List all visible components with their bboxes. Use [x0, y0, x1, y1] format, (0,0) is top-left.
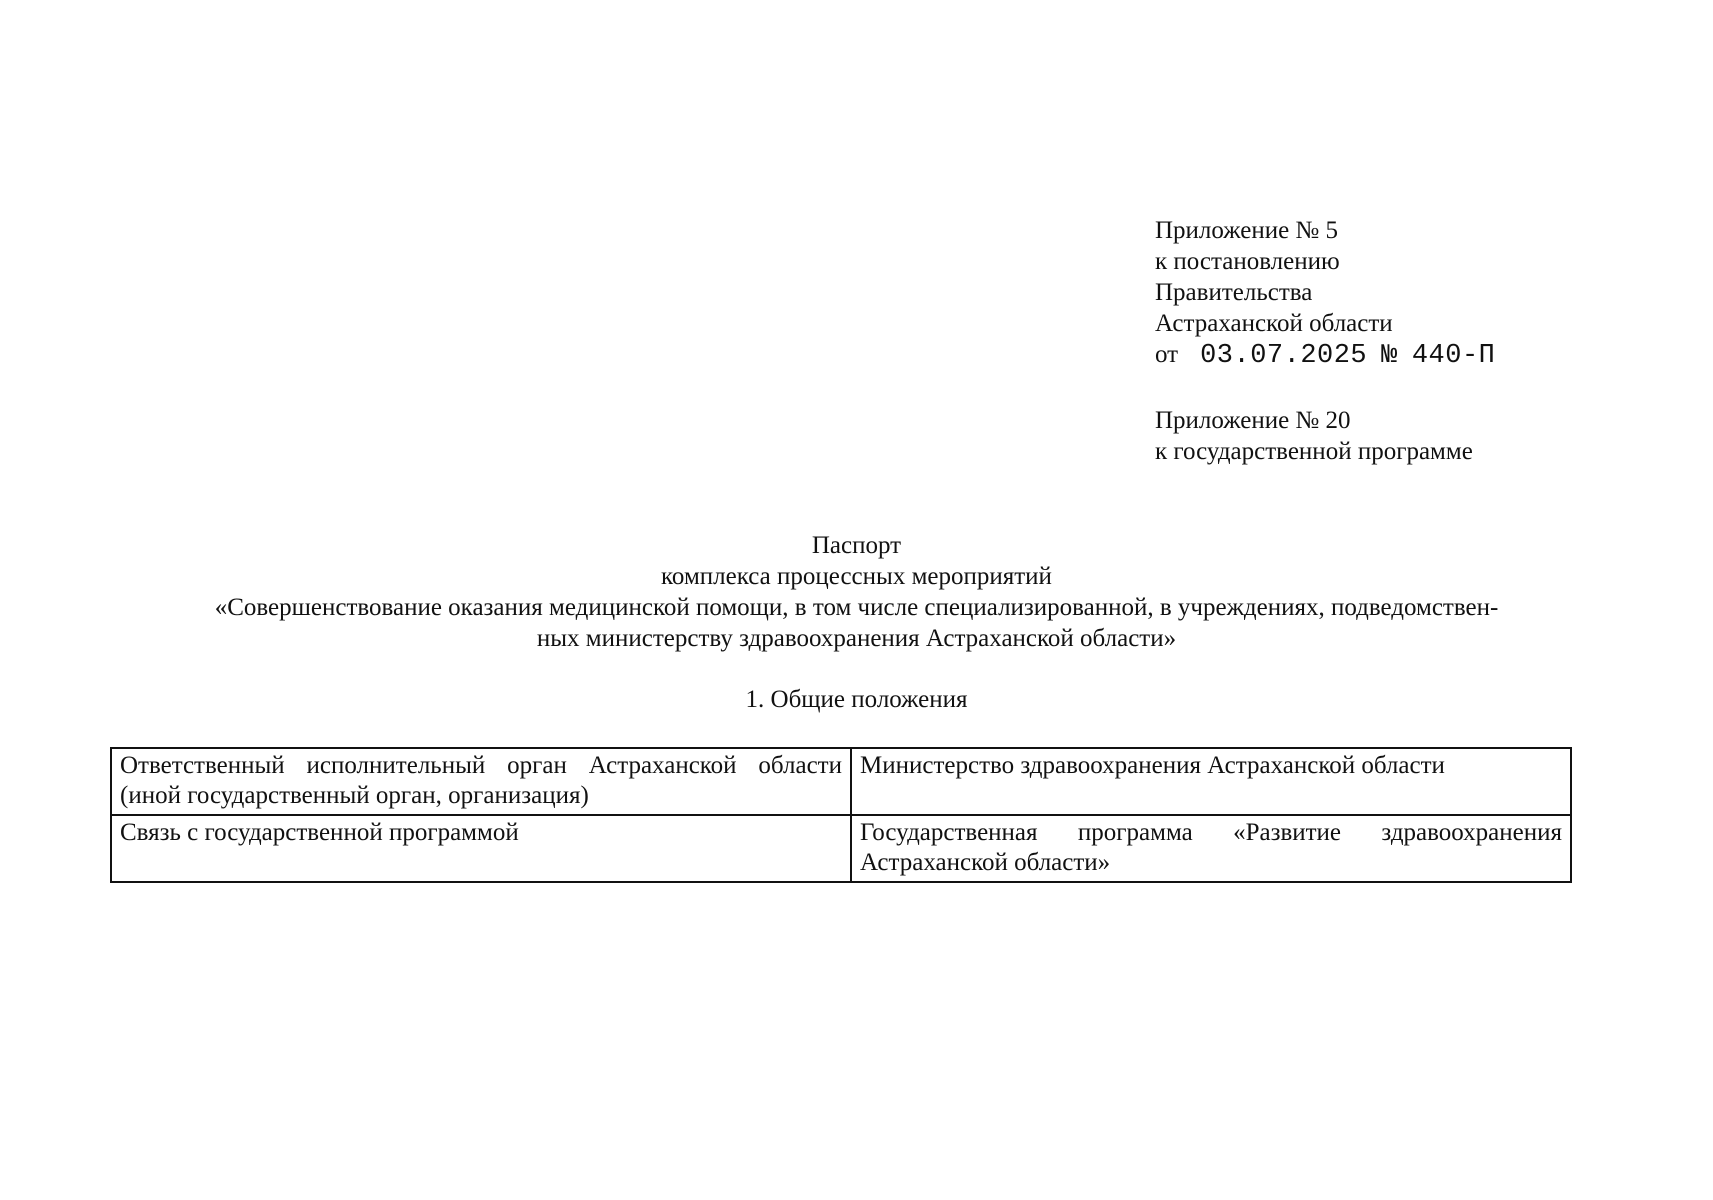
- table-cell-value: Государственная программа «Развитие здравоохранения Астраханской области»: [851, 815, 1571, 882]
- resolution-date: 03.07.2025: [1200, 341, 1368, 371]
- appendix-program-block: [1155, 405, 1473, 467]
- table-row: [111, 748, 1571, 815]
- appendix-resolution-block: [1155, 215, 1495, 372]
- appendix-resolution-line3: Правительства: [1155, 279, 1313, 306]
- appendix-resolution-line1: Приложение № 5: [1155, 217, 1339, 244]
- title-line1: Паспорт: [811, 532, 902, 559]
- appendix-resolution-line2: к постановлению: [1155, 248, 1340, 275]
- title-line2: комплекса процессных мероприятий: [661, 563, 1052, 590]
- appendix-program-line1: Приложение № 20: [1155, 407, 1351, 434]
- table-cell-label: Связь с государственной программой: [111, 815, 851, 882]
- resolution-stamp: [1200, 341, 1495, 371]
- resolution-number: 440-П: [1411, 341, 1496, 371]
- table-row: [111, 815, 1571, 882]
- table-cell-value: Министерство здравоохранения Астраханской области: [851, 748, 1571, 815]
- title-line4: ных министерству здравоохранения Астраханской области»: [536, 625, 1177, 652]
- appendix-resolution-line4: Астраханской области: [1155, 310, 1393, 337]
- resolution-date-line: [1155, 339, 1495, 372]
- appendix-program-line2: к государственной программе: [1155, 438, 1473, 465]
- general-provisions-table: [110, 747, 1572, 883]
- title-line3: «Совершенствование оказания медицинской помощи, в том числе специализированной, в учреждениях, подведомствен-: [214, 594, 1499, 621]
- passport-title: [0, 530, 1713, 654]
- date-prefix: от: [1155, 341, 1179, 368]
- resolution-number-sign: №: [1381, 341, 1398, 371]
- section-heading: 1. Общие положения: [745, 686, 968, 713]
- table-cell-label: Ответственный исполнительный орган Астраханской области (иной государственный орган, организация): [111, 748, 851, 815]
